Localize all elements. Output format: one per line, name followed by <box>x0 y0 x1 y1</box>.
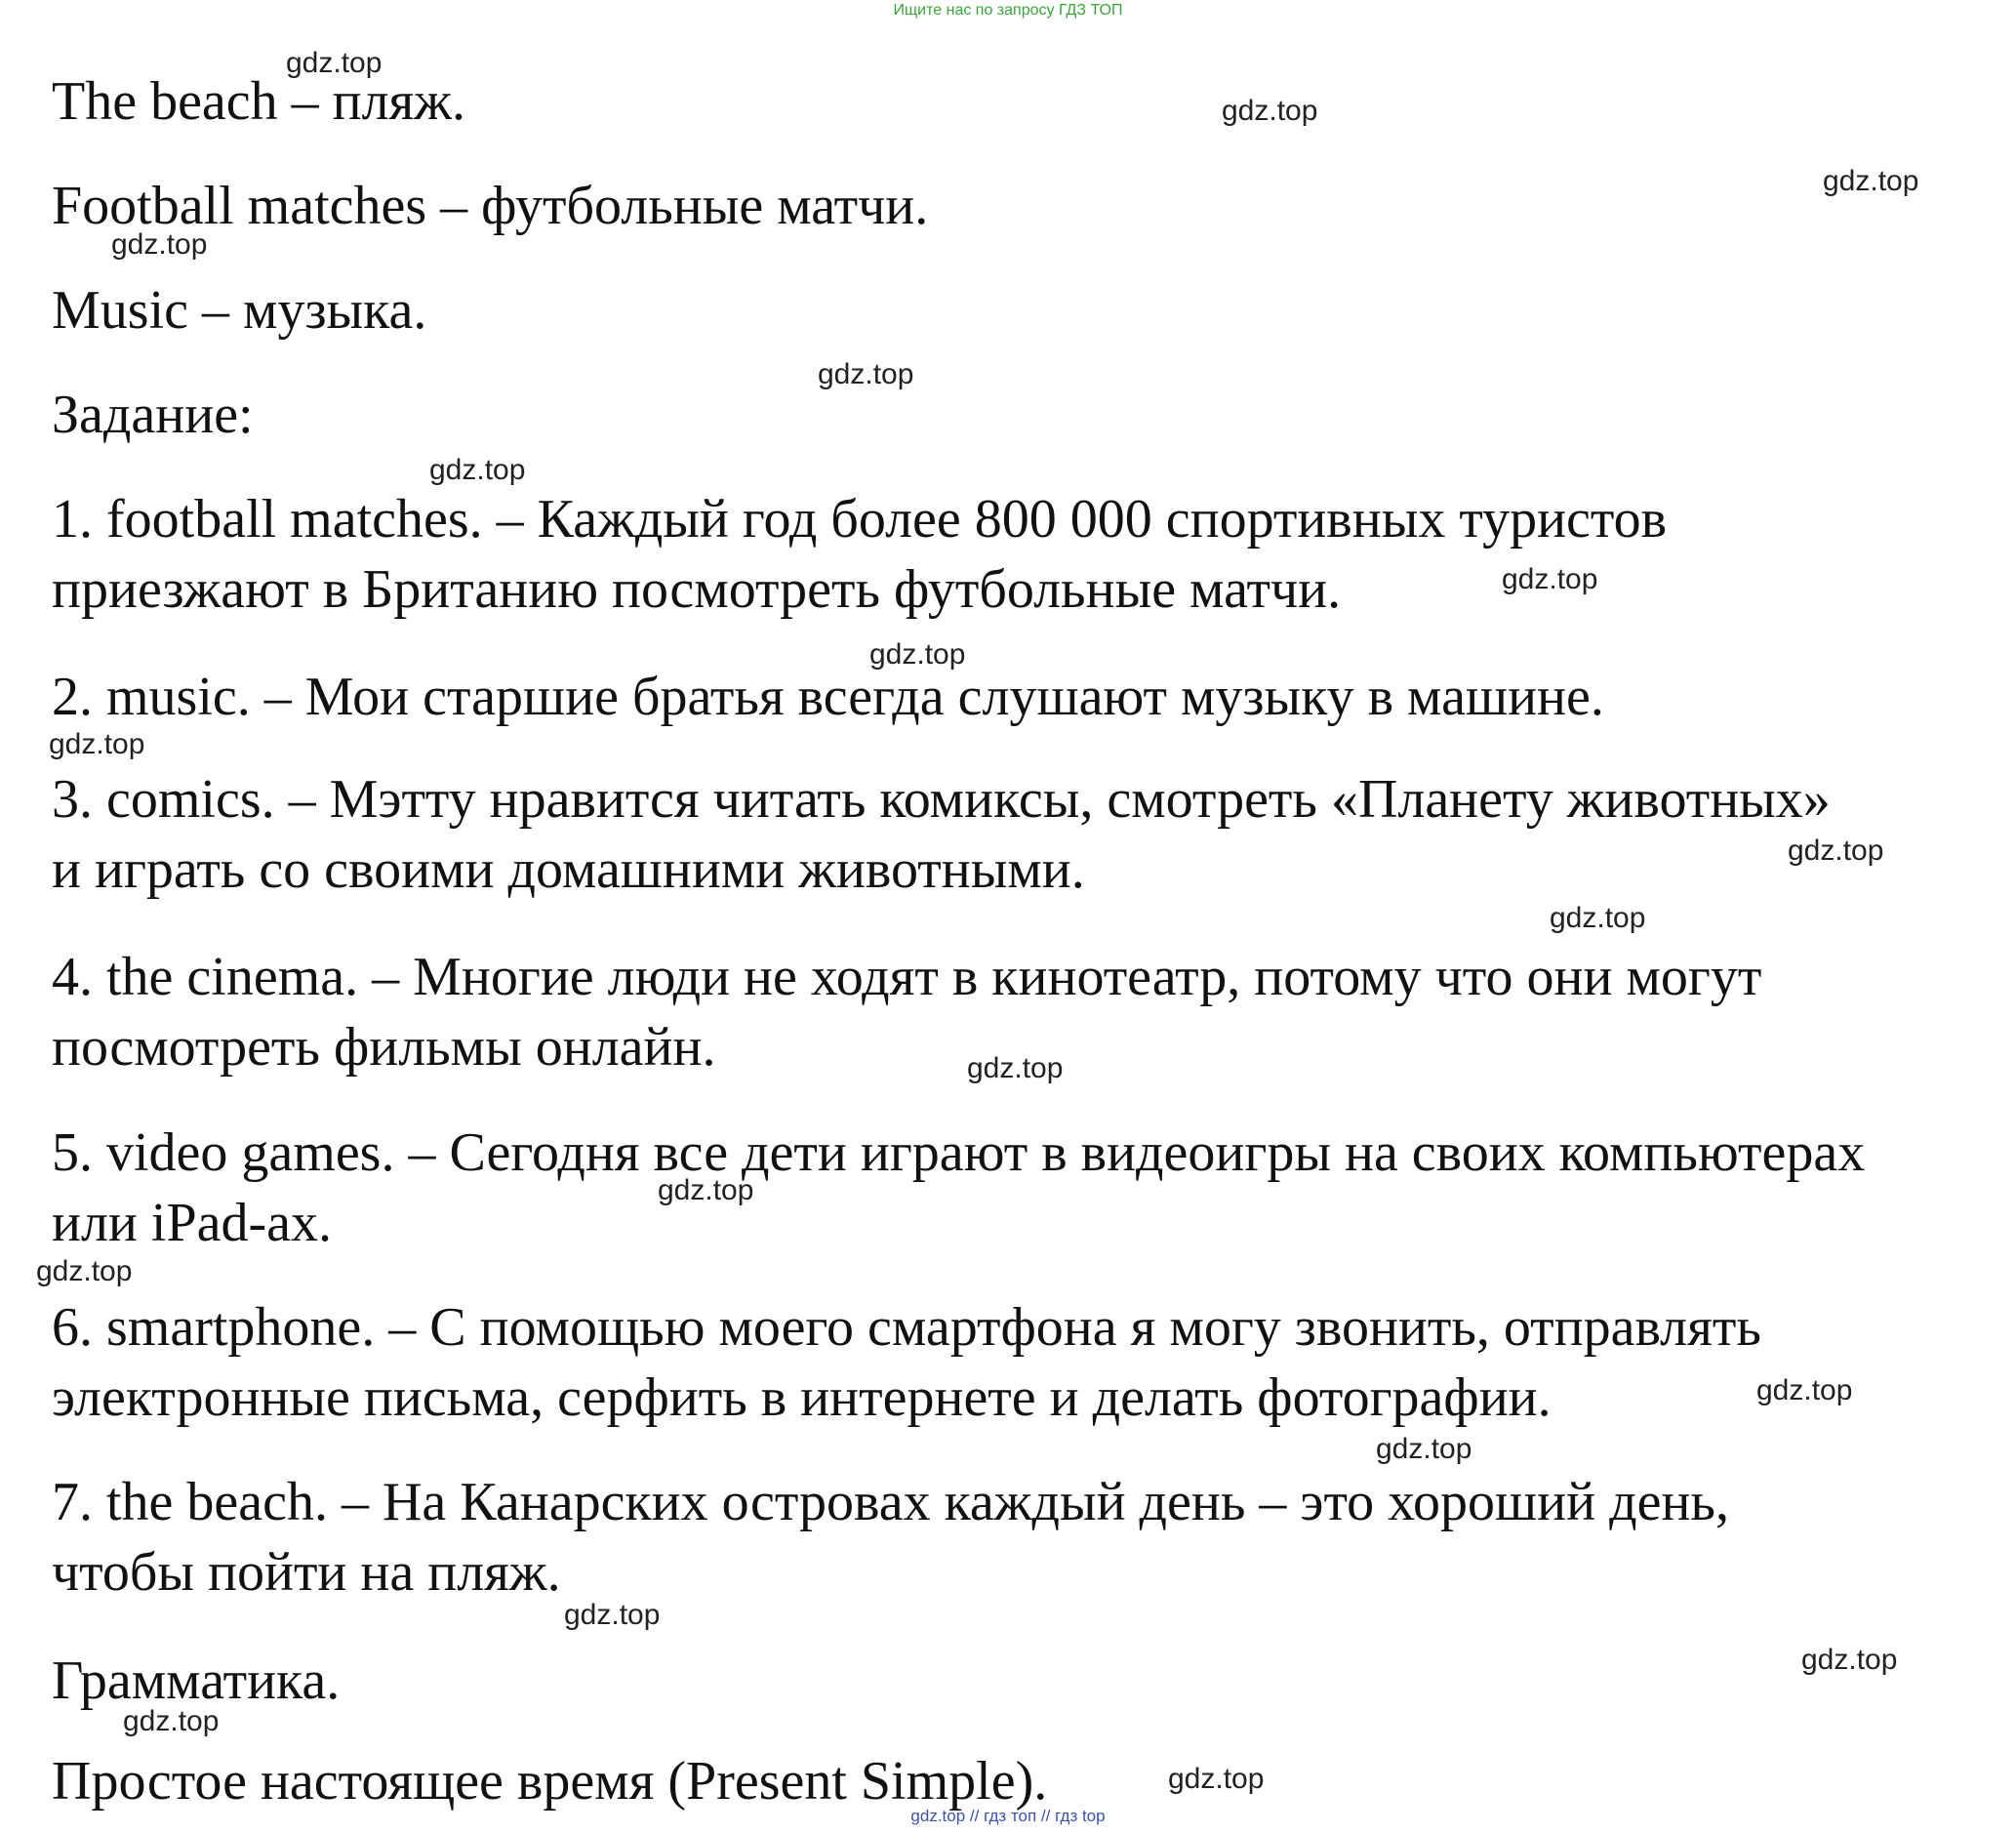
answer-5-line-1: 5. video games. – Сегодня все дети играют в видеоигры на своих компьютерах <box>52 1122 1866 1183</box>
vocab-line-beach: The beach – пляж. <box>52 71 465 132</box>
task-heading: Задание: <box>52 385 254 445</box>
watermark: gdz.top <box>286 47 383 79</box>
answer-6-line-1: 6. smartphone. – С помощью моего смартфона я могу звонить, отправлять <box>52 1297 1761 1358</box>
answer-3-line-1: 3. comics. – Мэтту нравится читать комиксы, смотреть «Планету животных» <box>52 769 1831 830</box>
answer-7-line-1: 7. the beach. – На Канарских островах каждый день – это хороший день, <box>52 1472 1729 1532</box>
answer-1-line-1: 1. football matches. – Каждый год более 800 000 спортивных туристов <box>52 489 1668 550</box>
watermark: gdz.top <box>564 1599 661 1631</box>
answer-4-line-1: 4. the cinema. – Многие люди не ходят в кинотеатр, потому что они могут <box>52 947 1762 1007</box>
bottom-banner: gdz.top // гдз топ // гдз top <box>910 1807 1106 1825</box>
vocab-line-music: Music – музыка. <box>52 280 427 341</box>
answer-5-line-2: или iPad-ах. <box>52 1193 332 1253</box>
answer-4-line-2: посмотреть фильмы онлайн. <box>52 1017 716 1078</box>
watermark: gdz.top <box>429 454 526 486</box>
watermark: gdz.top <box>818 358 914 390</box>
watermark: gdz.top <box>1502 563 1598 595</box>
grammar-subheading: Простое настоящее время (Present Simple). <box>52 1751 1048 1812</box>
top-banner: Ищите нас по запросу ГДЗ ТОП <box>893 2 1123 19</box>
answer-2-line-1: 2. music. – Мои старшие братья всегда слушают музыку в машине. <box>52 667 1604 727</box>
watermark: gdz.top <box>1823 165 1919 197</box>
grammar-heading: Грамматика. <box>52 1650 341 1711</box>
answer-6-line-2: электронные письма, серфить в интернете и делать фотографии. <box>52 1367 1552 1428</box>
watermark: gdz.top <box>967 1052 1064 1084</box>
answer-1-line-2: приезжают в Британию посмотреть футбольные матчи. <box>52 559 1342 620</box>
watermark: gdz.top <box>1550 902 1646 934</box>
watermark: gdz.top <box>1222 95 1318 127</box>
watermark: gdz.top <box>36 1255 133 1287</box>
watermark: gdz.top <box>869 638 966 671</box>
watermark: gdz.top <box>658 1174 754 1206</box>
answer-7-line-2: чтобы пойти на пляж. <box>52 1542 561 1603</box>
watermark: gdz.top <box>1788 835 1884 867</box>
watermark: gdz.top <box>1801 1644 1898 1676</box>
vocab-line-football: Football matches – футбольные матчи. <box>52 176 929 236</box>
watermark: gdz.top <box>1376 1433 1472 1465</box>
watermark: gdz.top <box>123 1705 220 1737</box>
watermark: gdz.top <box>111 228 208 261</box>
watermark: gdz.top <box>1168 1763 1265 1795</box>
watermark: gdz.top <box>1756 1374 1853 1406</box>
watermark: gdz.top <box>49 728 145 760</box>
answer-3-line-2: и играть со своими домашними животными. <box>52 839 1085 900</box>
